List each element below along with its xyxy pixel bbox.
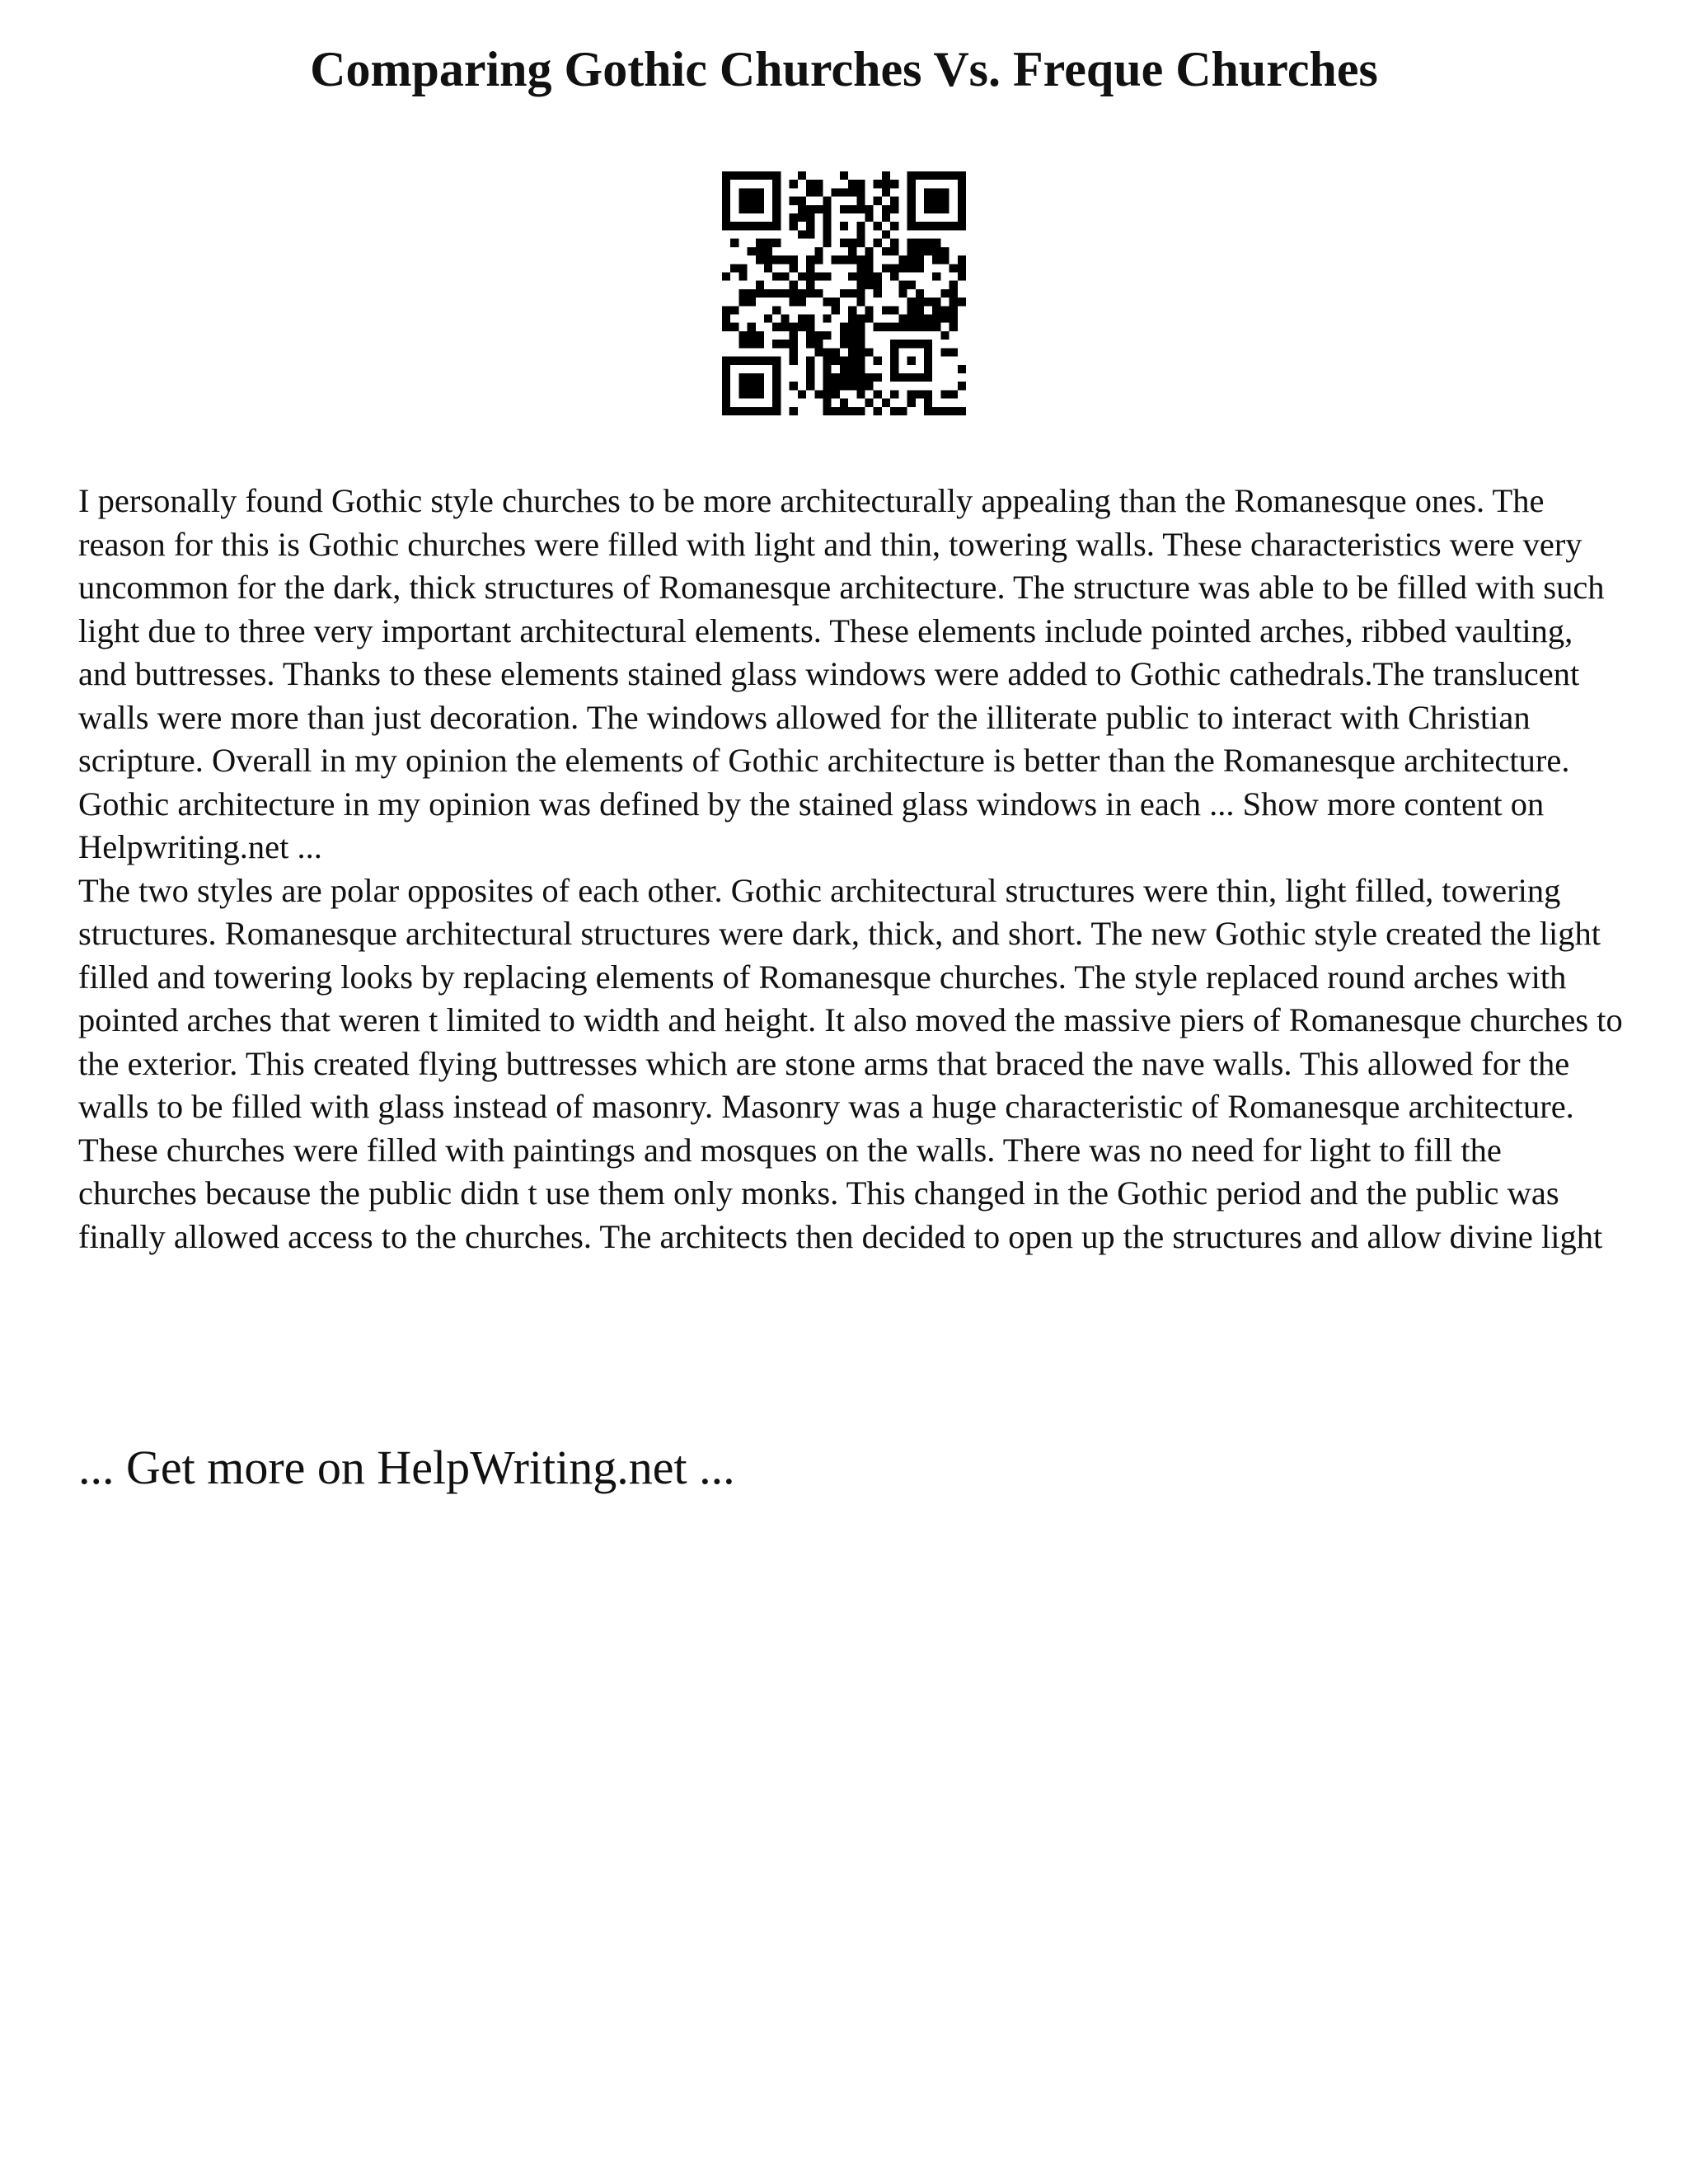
paragraph: Gothic architecture in my opinion was defined by the stained glass windows in each ... Show more content on Helpwriting.net ... xyxy=(78,785,1545,865)
qr-code-icon[interactable] xyxy=(722,171,966,415)
get-more-link[interactable]: ... Get more on HelpWriting.net ... xyxy=(78,1441,735,1494)
document-body xyxy=(78,480,1628,1258)
paragraph: I personally found Gothic style churches to be more architecturally appealing than the Romanesque ones. The reason for this is Gothic churches were filled with light and thin, towering walls. These characteristics were very uncommon for the dark, thick structures of Romanesque architecture. The structure was able to be filled with such light due to three very important architectural elements. These elements include pointed arches, ribbed vaulting, and buttresses. Thanks to these elements stained glass windows were added to Gothic cathedrals.The translucent walls were more than just decoration. The windows allowed for the illiterate public to interact with Christian scripture. Overall in my opinion the elements of Gothic architecture is better than the Romanesque architecture. xyxy=(78,482,1605,779)
page-title: Comparing Gothic Churches Vs. Freque Churches xyxy=(310,42,1378,96)
paragraph: The two styles are polar opposites of each other. Gothic architectural structures were thin, light filled, towering structures. Romanesque architectural structures were dark, thick, and short. The new Gothic style created the light filled and towering looks by replacing elements of Romanesque churches. The style replaced round arches with pointed arches that weren t limited to width and height. It also moved the massive piers of Romanesque churches to the exterior. This created flying buttresses which are stone arms that braced the nave walls. This allowed for the walls to be filled with glass instead of masonry. Masonry was a huge characteristic of Romanesque architecture. These churches were filled with paintings and mosques on the walls. There was no need for light to fill the churches because the public didn t use them only monks. This changed in the Gothic period and the public was finally allowed access to the churches. The architects then decided to open up the structures and allow divine light xyxy=(78,871,1623,1255)
